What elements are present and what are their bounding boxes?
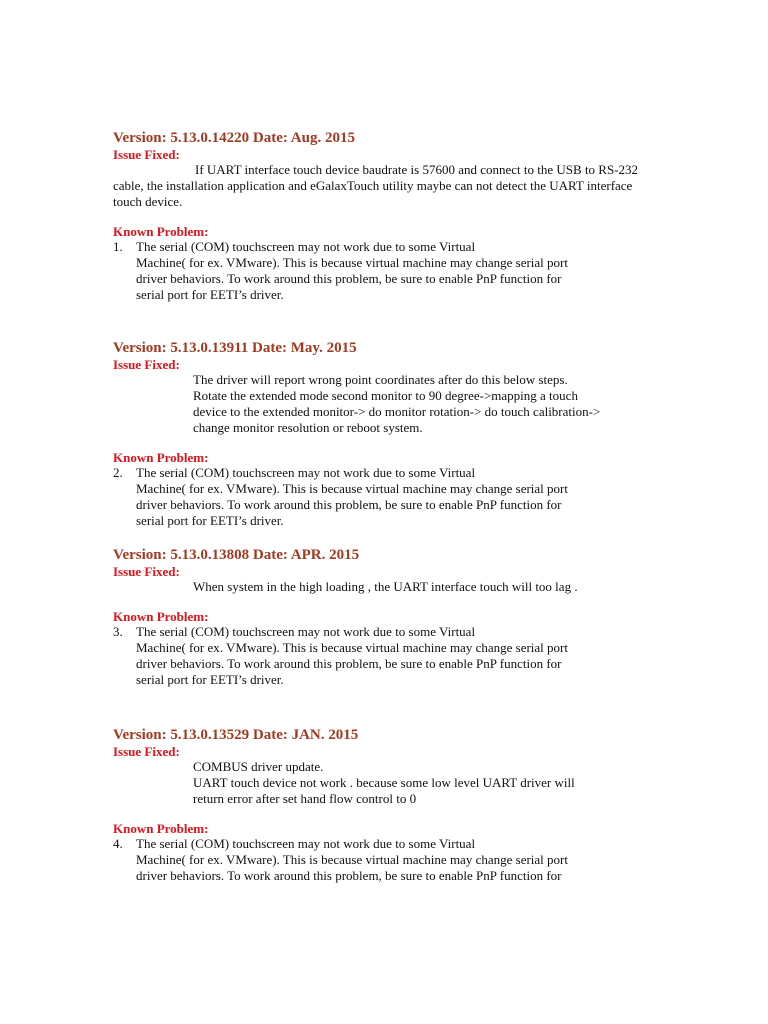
- list-number: 1.: [113, 239, 123, 254]
- known-problem-line: The serial (COM) touchscreen may not work due to some Virtual: [136, 836, 476, 851]
- known-problem-label: Known Problem:: [113, 609, 209, 624]
- issue-fixed-text: [113, 759, 653, 807]
- known-problem-item: [113, 624, 653, 688]
- issue-fixed-line: UART touch device not work . because some low level UART driver will: [193, 775, 575, 790]
- release-section-13808: [113, 546, 653, 688]
- known-problem-line: serial port for EETI’s driver.: [136, 287, 284, 302]
- known-problem-line: Machine( for ex. VMware). This is because virtual machine may change serial port: [136, 852, 568, 867]
- known-problem-label: Known Problem:: [113, 224, 209, 239]
- issue-fixed-label: Issue Fixed:: [113, 564, 180, 579]
- issue-fixed-line: device to the extended monitor-> do monitor rotation-> do touch calibration->: [193, 404, 601, 419]
- issue-fixed-line: Rotate the extended mode second monitor to 90 degree->mapping a touch: [193, 388, 578, 403]
- known-problem-line: Machine( for ex. VMware). This is because virtual machine may change serial port: [136, 481, 568, 496]
- issue-fixed-line: When system in the high loading , the UART interface touch will too lag .: [193, 579, 578, 594]
- known-problem-item: [113, 465, 653, 529]
- known-problem-label: Known Problem:: [113, 450, 209, 465]
- issue-fixed-text: If UART interface touch device baudrate is 57600 and connect to the USB to RS-232 cable, the installation application and eGalaxTouch utility maybe can not detect the UART interface touch device.: [113, 162, 639, 209]
- list-number: 3.: [113, 624, 123, 639]
- known-problem-line: serial port for EETI’s driver.: [136, 672, 284, 687]
- known-problem-line: Machine( for ex. VMware). This is because virtual machine may change serial port: [136, 255, 568, 270]
- issue-fixed-label: Issue Fixed:: [113, 147, 180, 162]
- known-problem-line: driver behaviors. To work around this problem, be sure to enable PnP function for: [136, 868, 562, 883]
- known-problem-line: driver behaviors. To work around this problem, be sure to enable PnP function for: [136, 497, 562, 512]
- version-heading: Version: 5.13.0.13911 Date: May. 2015: [113, 340, 357, 356]
- known-problem-item: [113, 836, 653, 884]
- known-problem-line: driver behaviors. To work around this problem, be sure to enable PnP function for: [136, 271, 562, 286]
- known-problem-line: The serial (COM) touchscreen may not work due to some Virtual: [136, 624, 476, 639]
- known-problem-line: serial port for EETI’s driver.: [136, 513, 284, 528]
- issue-fixed-text: [113, 372, 653, 436]
- known-problem-line: Machine( for ex. VMware). This is because virtual machine may change serial port: [136, 640, 568, 655]
- version-heading: Version: 5.13.0.13529 Date: JAN. 2015: [113, 727, 359, 743]
- release-section-14220: [113, 129, 653, 303]
- version-heading: Version: 5.13.0.14220 Date: Aug. 2015: [113, 130, 355, 146]
- known-problem-line: The serial (COM) touchscreen may not work due to some Virtual: [136, 239, 476, 254]
- issue-fixed-line: COMBUS driver update.: [193, 759, 324, 774]
- known-problem-line: The serial (COM) touchscreen may not work due to some Virtual: [136, 465, 476, 480]
- list-number: 2.: [113, 465, 123, 480]
- issue-fixed-line: The driver will report wrong point coordinates after do this below steps.: [193, 372, 568, 387]
- issue-fixed-label: Issue Fixed:: [113, 357, 180, 372]
- issue-fixed-line: change monitor resolution or reboot system.: [193, 420, 423, 435]
- issue-fixed-line: return error after set hand flow control to 0: [193, 791, 417, 806]
- issue-fixed-label: Issue Fixed:: [113, 744, 180, 759]
- known-problem-item: [113, 239, 653, 303]
- version-heading: Version: 5.13.0.13808 Date: APR. 2015: [113, 547, 360, 563]
- release-section-13911: [113, 339, 653, 529]
- issue-fixed-text: [113, 579, 653, 595]
- release-section-13529: [113, 726, 653, 884]
- known-problem-label: Known Problem:: [113, 821, 209, 836]
- list-number: 4.: [113, 836, 123, 851]
- known-problem-line: driver behaviors. To work around this problem, be sure to enable PnP function for: [136, 656, 562, 671]
